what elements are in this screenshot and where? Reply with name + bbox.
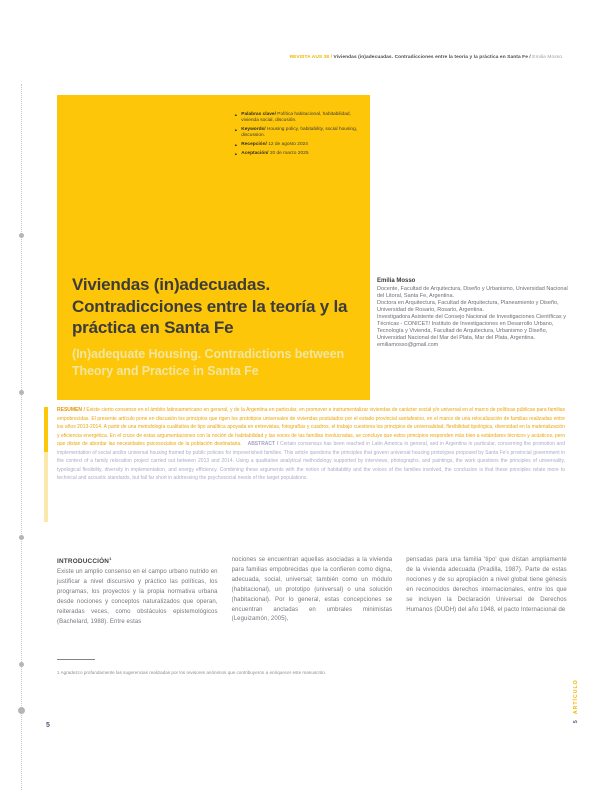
page-number-right: 5 xyxy=(573,719,579,724)
article-title-spanish: Viviendas (in)adecuadas. Contradicciones entre la teoría y la práctica en Santa Fe xyxy=(72,275,348,337)
body-column-3 xyxy=(406,556,567,628)
triangle-bullet-icon: ▲ xyxy=(234,113,238,117)
registration-dot xyxy=(18,707,25,714)
body-columns xyxy=(57,556,567,628)
registration-dot xyxy=(19,390,24,395)
meta-text xyxy=(241,142,308,148)
journal-name: REVISTA AUS 38 / xyxy=(289,55,333,60)
abstract-accent-bar-light xyxy=(44,452,48,522)
meta-item-keywords-en xyxy=(234,127,364,140)
meta-value: 20 de marzo 2025 xyxy=(269,150,309,156)
article-meta-list xyxy=(234,112,364,160)
body-text: Existe un amplio consenso en el campo urbano nutrido en justificar a nivel discursivo y práctico las políticas, los programas, los proyectos y la propia normativa urbana desde nociones y conceptos naturalizados que operan, reiteradas veces, como obstáculos epistemológicos (Bachelard, 1988). Entre estas xyxy=(57,569,218,625)
title-banner xyxy=(57,95,370,400)
footnote-rule xyxy=(57,659,95,660)
resumen-label: RESUMEN / xyxy=(57,407,85,413)
body-column-1 xyxy=(57,556,218,628)
registration-dot xyxy=(19,662,24,667)
resumen-text: Existe cierto consenso en el ámbito latinoamericano en general, y de la Argentina en particular, en promover e instrumentalizar viviendas de carácter social y/o universal en el marco de políticas públicas para familias empobrecidas. El presente artículo pone en discusión los principios que rigen los prototipos universales de viviendas postulados por el estado provincial santafesino, en el marco de una relocalización de familias realizadas entre los años 2013-2014. A partir de una metodología cualitativa de tipo analítica apoyada en entrevistas, fotografías y cuadros, el trabajo cuestiona los principios de universalidad, flexibilidad tipológica, diversidad en la materialización y eficiencia energética. En el cruce de estas argumentaciones con la noción de habitabilidad y las voces de las familias involucradas, se concluye que estos principios responden más bien a estándares técnicos y acústicos, pero que distan de abordar las necesidades psicosociales de la población destinataria. xyxy=(57,407,566,448)
meta-value: 12 de agosto 2024 xyxy=(268,142,308,148)
meta-text xyxy=(241,112,364,125)
body-text: nociones se encuentran aquellas asociadas a la vivienda para familias empobrecidas que la confieren como digna, adecuada, social, universal; también como un módulo (habitacional), un prototipo (universal) o una solución (habitacional). Por lo general, estas concepciones se encuentran ancladas en umbrales minimistas (Leguizamón, 2005), xyxy=(231,557,393,623)
meta-label: Aceptación/ xyxy=(241,150,269,156)
meta-item-received xyxy=(234,142,364,148)
meta-text xyxy=(241,151,308,157)
meta-item-keywords-es xyxy=(234,112,364,125)
author-affiliation: Investigadora Asistente del Consejo Nacional de Investigaciones Científicas y Técnicas - CONICET/ Instituto de Investigaciones en Desarrollo Urbano, Tecnología y Vivienda, Facultad de Arquitectura, Urbanismo y Diseño, Universidad Nacional del Mar del Plata, Mar del Plata, Argentina. xyxy=(377,313,566,342)
running-article-title: Viviendas (in)adecuadas. Contradicciones entre la teoría y la práctica en Santa Fe / xyxy=(333,55,531,60)
footnote-text: 1 Agradezco profundamente las sugerencias realizadas por los revisores anónimos que contribuyeron a enriquecer este manuscrito. xyxy=(57,670,327,675)
article-title-english: (In)adequate Housing. Contradictions between Theory and Practice in Santa Fe xyxy=(72,347,345,378)
triangle-bullet-icon: ▲ xyxy=(234,128,238,133)
abstract-paragraph xyxy=(57,406,565,483)
registration-dot xyxy=(19,233,24,238)
author-block xyxy=(377,278,574,349)
section-label-articulo: ARTÍCULO xyxy=(573,679,579,714)
meta-text xyxy=(241,127,364,140)
side-vertical-label xyxy=(573,679,579,723)
author-affiliation: Docente, Facultad de Arquitectura, Diseño y Urbanismo, Universidad Nacional del Litoral, Santa Fe, Argentina. xyxy=(377,285,568,299)
author-email: emiliamosso@gmail.com xyxy=(377,342,439,349)
meta-item-accepted xyxy=(234,151,364,157)
abstract-text: Certain consensus has been reached in Latin America in general, and in Argentina in particular, concerning the promotion and implementation of social and/or universal housing framed by public policies for impoverished families. This article questions the principles that govern universal housing prototypes proposed by Santa Fe's provincial government in the context of a family relocation project carried out between 2013 and 2014. Using a qualitative analytical methodology supported by interviews, photographs, and paintings, the work questions the principles of universality, typological flexibility, diversity in implementation, and energy efficiency. Combining these arguments with the notion of habitability and the voices of the families involved, the conclusion is that these principles relate more to technical and acoustic standards, but fall far short in addressing the psychosocial needs of the target populations. xyxy=(57,441,565,482)
page-number-left: 5 xyxy=(46,722,50,729)
body-column-2 xyxy=(232,556,393,628)
introduction-heading-text: INTRODUCCIÓN xyxy=(57,558,110,566)
author-name: Emilia Mosso xyxy=(377,278,416,284)
meta-value: Política habitacional, habitabilidad, vivienda social, discusión. xyxy=(241,112,351,124)
meta-value: Housing policy, habitability, social housing, discussion. xyxy=(241,127,358,139)
triangle-bullet-icon: ▲ xyxy=(234,143,238,148)
running-header xyxy=(120,55,562,61)
meta-label: Palabras clave/ xyxy=(241,112,276,117)
running-author-name: Emilia Mosso xyxy=(532,55,562,60)
meta-label: Recepción/ xyxy=(241,142,267,148)
registration-dot xyxy=(19,535,24,540)
triangle-bullet-icon: ▲ xyxy=(234,151,238,156)
introduction-heading xyxy=(57,556,218,565)
abstract-accent-bar xyxy=(44,407,48,452)
left-dotted-rule xyxy=(21,84,22,790)
body-text: pensadas para una familia 'tipo' que distan ampliamente de la vivienda adecuada (Pradilla, 1987). Parte de estas nociones y de su apropiación a nivel global tiene génesis en reconocidos derechos internacionales, entre los que se incluyen la Declaración Universal de Derechos Humanos (DUDH) del año 1948, el pacto Internacional de xyxy=(406,557,567,613)
footnote-marker: 1 xyxy=(109,556,112,561)
abstract-label: ABSTRACT / xyxy=(247,441,279,448)
author-affiliation: Doctora en Arquitectura, Facultad de Arquitectura, Planeamiento y Diseño, Universidad de Rosario, Rosario, Argentina. xyxy=(377,299,559,313)
meta-label: Keywords/ xyxy=(241,127,266,133)
